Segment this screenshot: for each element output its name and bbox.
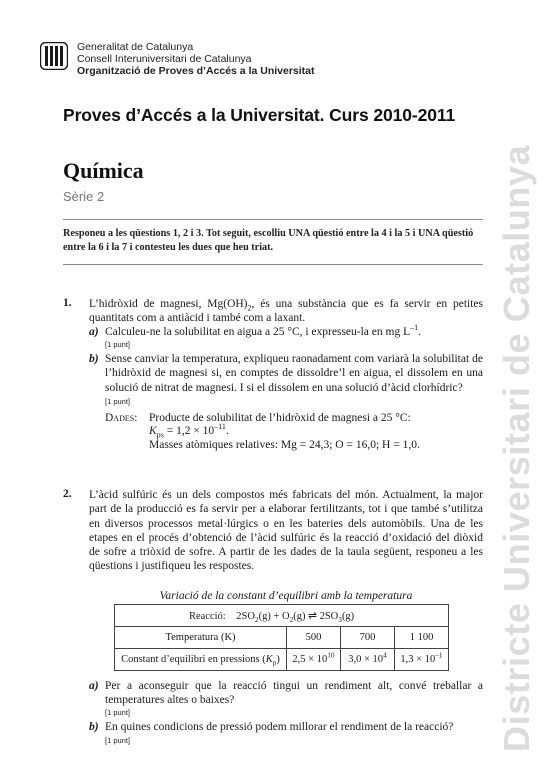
- temperature-cell: 700: [341, 627, 395, 649]
- part-b-label: b): [89, 721, 99, 733]
- subject-title: Química: [63, 158, 144, 183]
- data-label: Dades:: [105, 412, 138, 424]
- kp-value-cell: $2,5 \times 10^{10}$: [287, 649, 341, 671]
- question-1-number: 1.: [63, 297, 72, 309]
- equilibrium-table: [114, 604, 449, 671]
- instructions: Responeu a les qüestions 1, 2 i 3. Tot seguit, escolliu UNA qüestió entre la 4 i la 5 i UNA qüestió entre la 6 i la 7 i contesteu les dues que heu triat.: [63, 228, 474, 253]
- exam-title: Proves d’Accés a la Universitat. Curs 2010-2011: [63, 105, 456, 125]
- question-1-part-a: a) Calculeu-ne la solubilitat en aigua a 25 °C, i expresseu-la en mg $L^{-1}$.: [89, 323, 422, 338]
- org-line-1: Generalitat de Catalunya: [77, 41, 194, 53]
- table-caption: Variació de la constant d’equilibri amb la temperatura: [159, 590, 413, 602]
- data-line-masses: Masses atòmiques relatives: Mg = 24,3; O = 16,0; H = 1,0.: [149, 438, 420, 451]
- question-2-part-b: b) En quines condicions de pressió podem millorar el rendiment de la reacció?: [89, 721, 454, 733]
- question-2-intro: L’àcid sulfúric és un dels compostos més fabricats del món. Actualment, la major part de la producció es fa servir per a elaborar fertilitzants, tot i que també s’utilitza en diversos processos metal·lúrgics o en les bateries dels automòbils. Una de les etapes en el procés d’obtenció de l’àcid sulfúric és la reacció d’oxidació del diòxid de sofre a triòxid de sofre. A partir de les dades de la taula següent, responeu a les qüestions i justifiqueu les respostes.: [89, 489, 483, 573]
- kp-header: Constant d’equilibri en pressions $(K_p)$: [115, 649, 287, 671]
- org-line-3: Organització de Proves d’Accés a la Universitat: [77, 65, 315, 77]
- divider-bottom: [63, 264, 483, 265]
- part-a-label: a): [89, 326, 99, 338]
- divider-top: [63, 219, 483, 220]
- temperature-cell: 500: [287, 627, 341, 649]
- temperature-cell: 1 100: [395, 627, 449, 649]
- points-label: [1 punt]: [105, 397, 131, 406]
- temperature-header: Temperatura (K): [115, 627, 287, 649]
- points-label: [1 punt]: [105, 708, 131, 717]
- points-label: [1 punt]: [105, 340, 131, 349]
- part-b-label: b): [89, 353, 99, 365]
- part-a-label: a): [89, 680, 99, 692]
- points-label: [1 punt]: [105, 736, 131, 745]
- kp-value-cell: $3,0 \times 10^4$: [341, 649, 395, 671]
- org-line-2: Consell Interuniversitari de Catalunya: [77, 53, 252, 65]
- question-2-part-a: a) Per a aconseguir que la reacció tingui un rendiment alt, convé treballar a temperatures altes o baixes?: [89, 680, 483, 707]
- kp-value-cell: $1,3 \times 10^{-1}$: [395, 649, 449, 671]
- data-line-1: Producte de solubilitat de l’hidròxid de magnesi a 25 °C:: [149, 412, 411, 424]
- series-label: Sèrie 2: [63, 189, 105, 204]
- data-line-kps: $K_{ps} = 1,2 \times 10^{-11}$.: [149, 422, 229, 440]
- reaction-cell: Reacció: $2SO_2(g) + O_2(g)$ ⇌ $2SO_3(g)$: [115, 605, 449, 627]
- question-1-intro: L’hidròxid de magnesi, $Mg(OH)_2$, és una substància que es fa servir en petites quantitats com a antiàcid i també com a laxant.: [89, 298, 483, 325]
- question-2-number: 2.: [63, 488, 72, 500]
- organization-block: [77, 41, 315, 77]
- generalitat-logo: [40, 42, 68, 70]
- side-vertical-text: Districte Universitari de Catalunya: [496, 144, 537, 752]
- question-1-part-b: b) Sense canviar la temperatura, expliqueu raonadament com variarà la solubilitat de l’hidròxid de magnesi si, en comptes de dissoldre’l en aigua, el dissolem en una solució de nitrat de magnesi. I si el dissolem en una solució d’àcid clorhídric?: [89, 353, 483, 394]
